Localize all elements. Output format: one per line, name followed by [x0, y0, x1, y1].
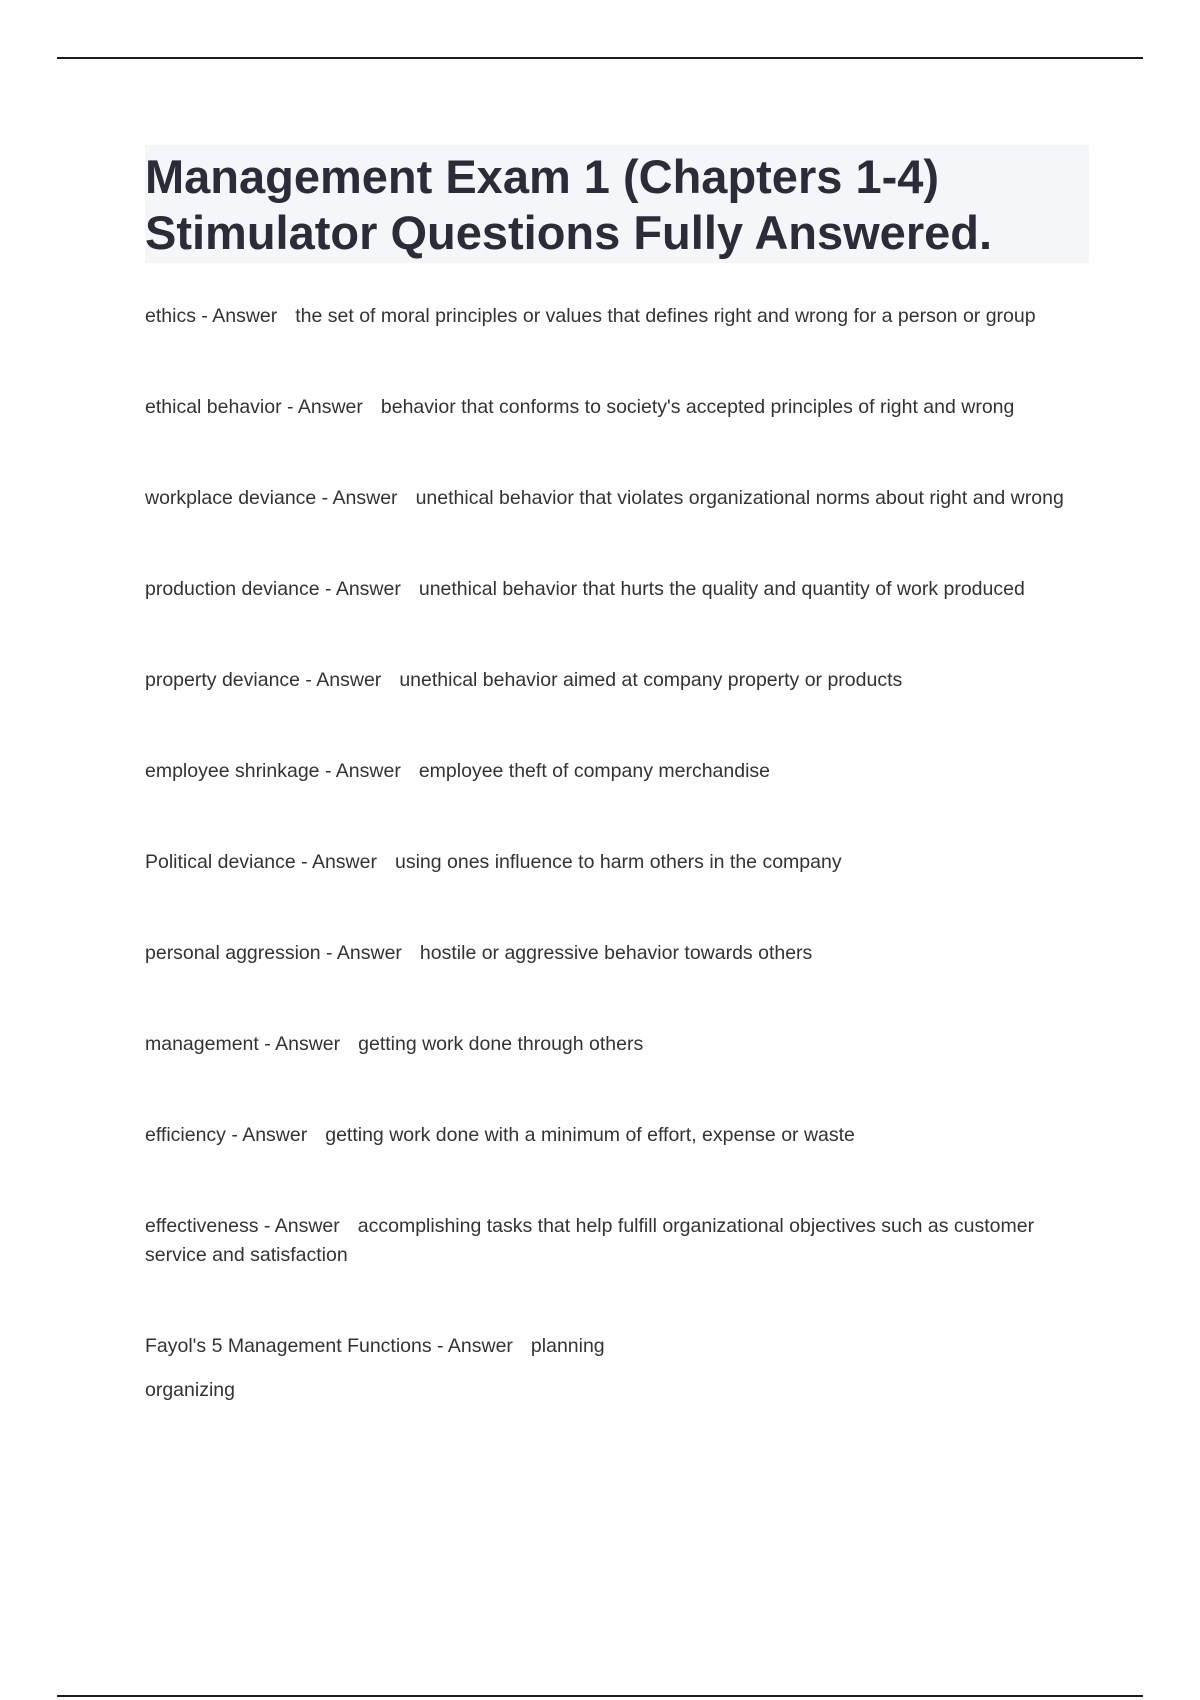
qa-definition: behavior that conforms to society's accepted principles of right and wrong	[380, 396, 1015, 418]
qa-term: property deviance	[145, 669, 301, 691]
qa-item-property-deviance: property deviance - Answer unethical behavior aimed at company property or products	[145, 669, 903, 691]
qa-definition-continuation: organizing	[145, 1379, 235, 1401]
qa-term: efficiency	[145, 1124, 226, 1146]
qa-term: Political deviance	[145, 851, 296, 873]
qa-list	[145, 302, 1095, 1405]
qa-term: effectiveness	[145, 1215, 259, 1237]
qa-item-production-deviance: production deviance - Answer unethical behavior that hurts the quality and quantity of work produced	[145, 578, 1025, 600]
qa-term: Fayol's 5 Management Functions	[145, 1335, 432, 1357]
qa-term: production deviance	[145, 578, 320, 600]
qa-item-effectiveness: effectiveness - Answer accomplishing tasks that help fulfill organizational objectives such as customer service and satisfaction	[145, 1215, 1035, 1266]
qa-term: management	[145, 1033, 259, 1055]
qa-definition: hostile or aggressive behavior towards others	[419, 942, 813, 964]
qa-item-management: management - Answer getting work done through others	[145, 1033, 644, 1055]
qa-term: ethics	[145, 305, 196, 327]
qa-definition: the set of moral principles or values that defines right and wrong for a person or group	[295, 305, 1036, 327]
answer-label: Answer	[335, 760, 401, 782]
qa-item-efficiency: efficiency - Answer getting work done with a minimum of effort, expense or waste	[145, 1124, 855, 1146]
bottom-divider	[57, 1695, 1143, 1697]
qa-item-employee-shrinkage: employee shrinkage - Answer employee theft of company merchandise	[145, 760, 771, 782]
qa-definition: getting work done with a minimum of effort, expense or waste	[325, 1124, 855, 1146]
answer-label: Answer	[297, 396, 363, 418]
answer-label: Answer	[275, 1033, 341, 1055]
answer-label: Answer	[212, 305, 278, 327]
qa-term: personal aggression	[145, 942, 321, 964]
qa-term: ethical behavior	[145, 396, 282, 418]
qa-item-personal-aggression: personal aggression - Answer hostile or aggressive behavior towards others	[145, 942, 813, 964]
qa-definition: unethical behavior that violates organizational norms about right and wrong	[415, 487, 1064, 509]
document-title	[145, 149, 1089, 261]
answer-label: Answer	[311, 851, 377, 873]
qa-definition: unethical behavior that hurts the quality and quantity of work produced	[418, 578, 1025, 600]
top-divider	[57, 57, 1143, 59]
answer-label: Answer	[336, 942, 402, 964]
qa-item-political-deviance: Political deviance - Answer using ones influence to harm others in the company	[145, 851, 842, 873]
qa-term: employee shrinkage	[145, 760, 320, 782]
answer-label: Answer	[242, 1124, 308, 1146]
qa-definition: using ones influence to harm others in the company	[394, 851, 842, 873]
qa-definition: unethical behavior aimed at company property or products	[399, 669, 903, 691]
qa-term: workplace deviance	[145, 487, 317, 509]
qa-item-fayol-functions: Fayol's 5 Management Functions - Answer planning organizing	[145, 1332, 1095, 1405]
title-block	[145, 145, 1089, 263]
qa-item-ethical-behavior: ethical behavior - Answer behavior that conforms to society's accepted principles of right and wrong	[145, 396, 1015, 418]
answer-label: Answer	[274, 1215, 340, 1237]
title-line-2: Stimulator Questions Fully Answered.	[145, 206, 993, 259]
qa-definition: employee theft of company merchandise	[418, 760, 771, 782]
answer-label: Answer	[316, 669, 382, 691]
qa-definition: accomplishing tasks that help fulfill organizational objectives such as customer service and satisfaction	[145, 1215, 1035, 1266]
answer-label: Answer	[332, 487, 398, 509]
qa-item-workplace-deviance: workplace deviance - Answer unethical behavior that violates organizational norms about right and wrong	[145, 487, 1064, 509]
answer-label: Answer	[447, 1335, 513, 1357]
answer-label: Answer	[335, 578, 401, 600]
qa-definition: planning	[530, 1335, 605, 1357]
title-line-1: Management Exam 1 (Chapters 1-4)	[145, 150, 940, 203]
qa-definition: getting work done through others	[358, 1033, 644, 1055]
qa-item-ethics: ethics - Answer the set of moral principles or values that defines right and wrong for a person or group	[145, 305, 1036, 327]
